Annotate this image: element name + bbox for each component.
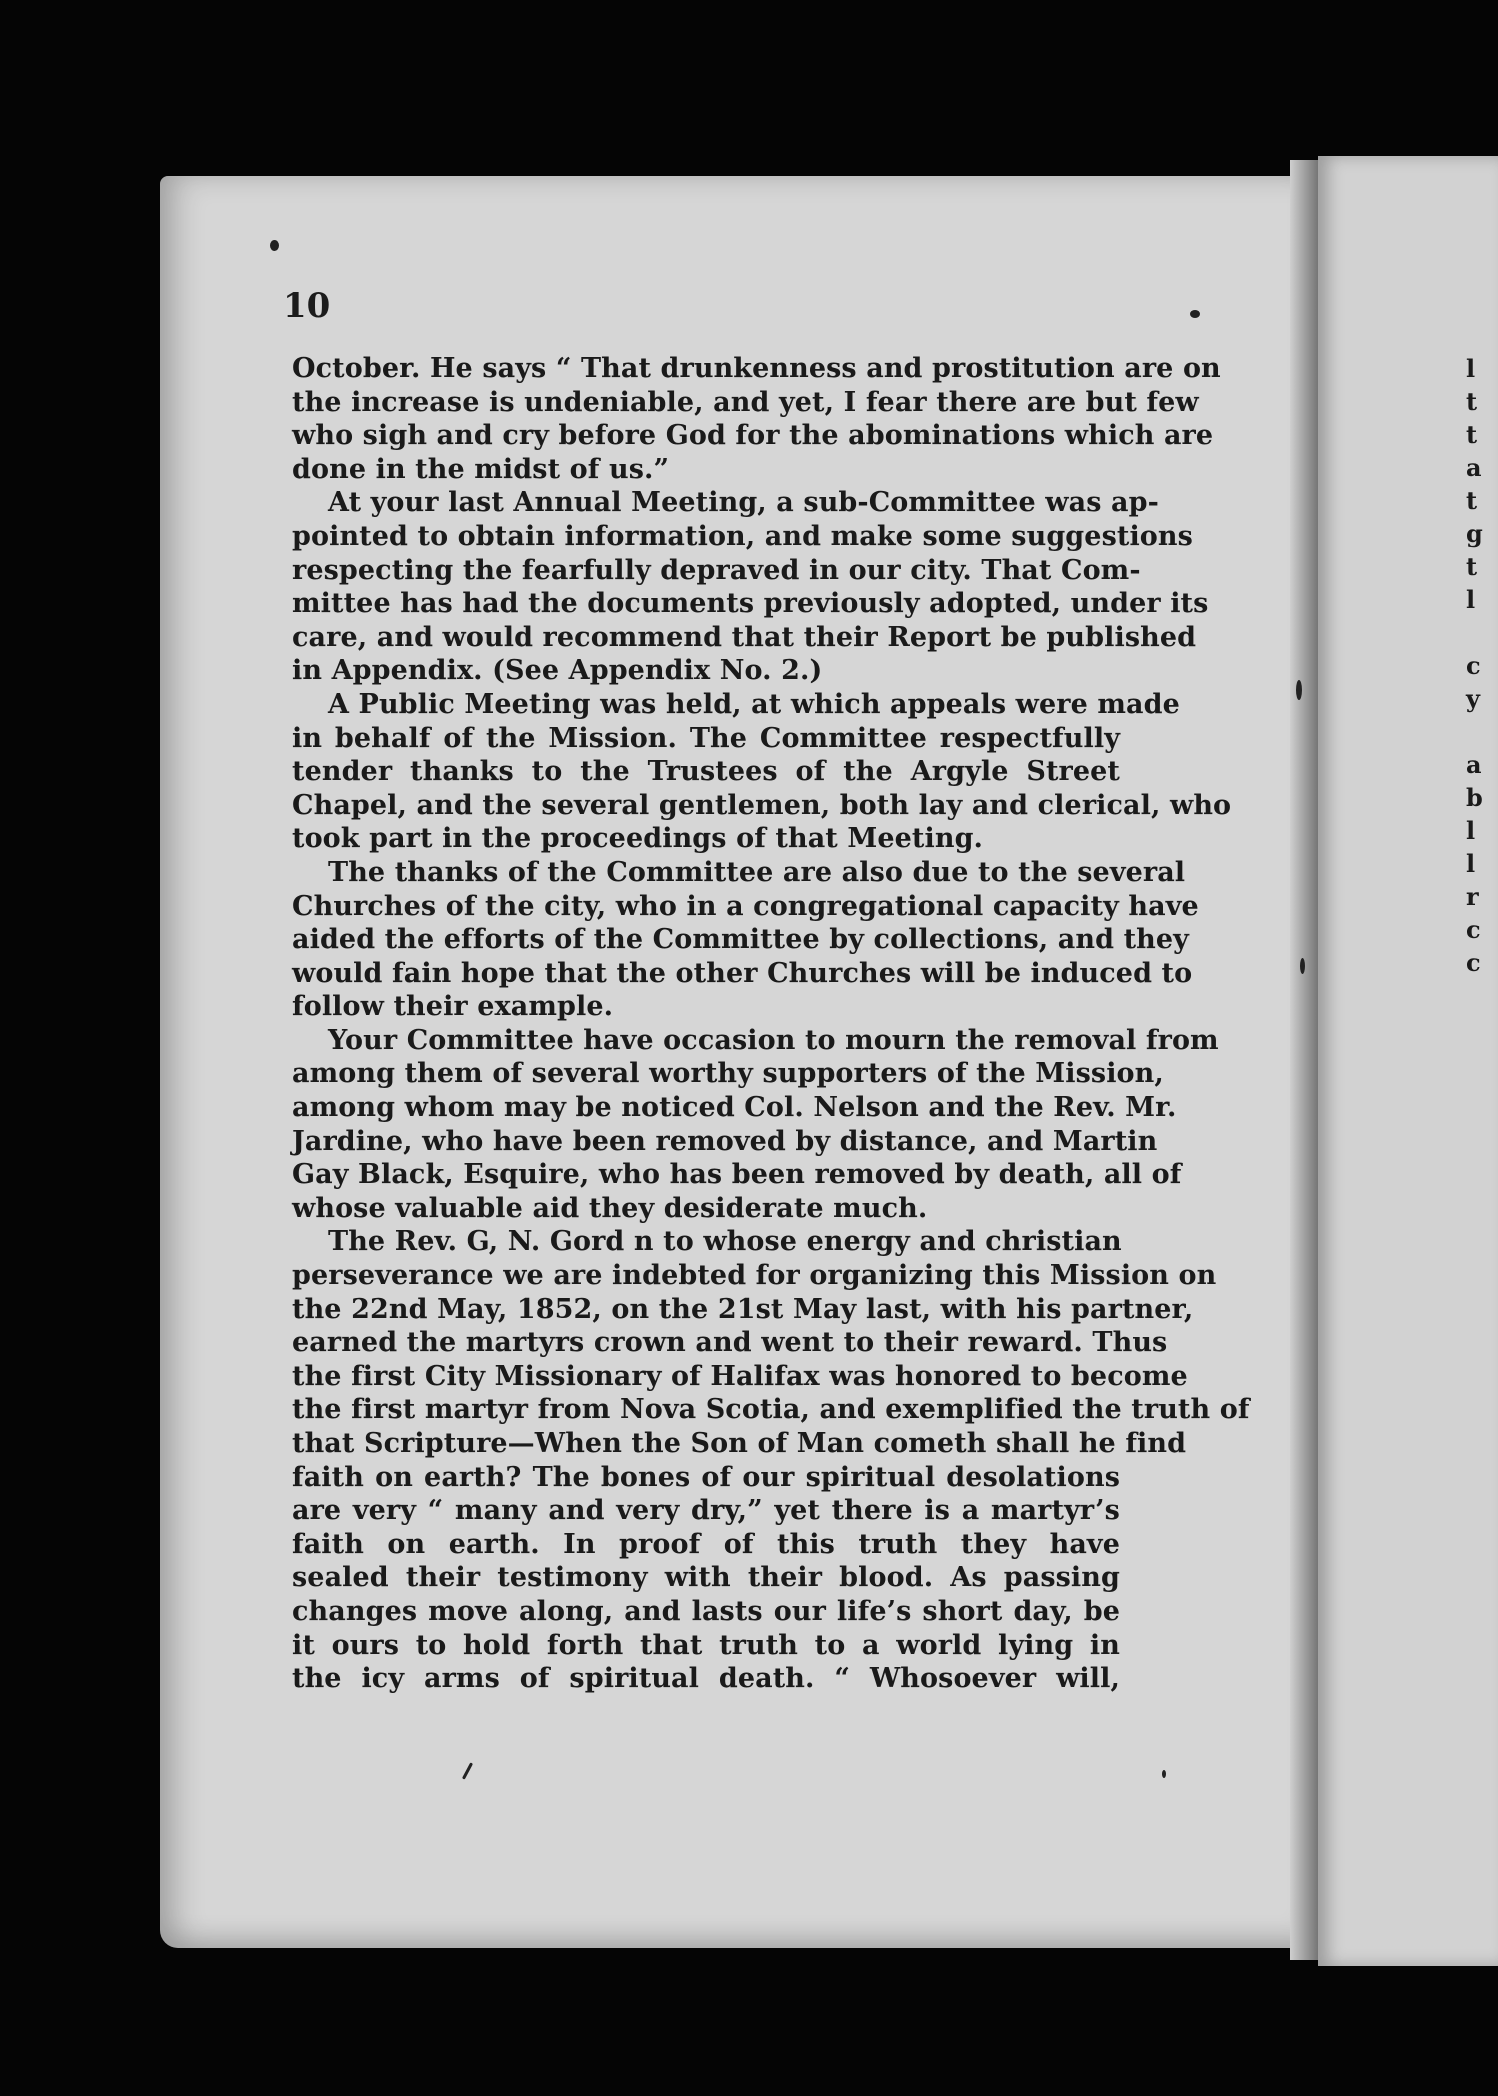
ink-speck xyxy=(1190,310,1200,318)
edge-letter xyxy=(1466,715,1484,748)
edge-letter: t xyxy=(1466,486,1478,515)
edge-letter: c xyxy=(1466,948,1481,977)
ink-speck xyxy=(1296,680,1302,700)
edge-letter: t xyxy=(1466,552,1478,581)
book-gutter xyxy=(1290,160,1320,1960)
text-line: Gay Black, Esquire, who has been removed by death, all of xyxy=(292,1159,1182,1191)
text-line: Chapel, and the several gentlemen, both lay and clerical, who xyxy=(292,789,1232,821)
text-line: aided the efforts of the Committee by collections, and they xyxy=(292,924,1189,956)
edge-letter: a xyxy=(1466,453,1482,482)
text-line: the first martyr from Nova Scotia, and exemplified the truth of xyxy=(292,1394,1250,1426)
edge-letter: y xyxy=(1466,684,1480,713)
text-line: are very “ many and very dry,” yet there is a martyr’s xyxy=(292,1495,1120,1527)
edge-letter: a xyxy=(1466,750,1482,779)
edge-letter: t xyxy=(1466,387,1478,416)
text-line: earned the martyrs crown and went to their reward. Thus xyxy=(292,1327,1168,1359)
text-line: Jardine, who have been removed by distance, and Martin xyxy=(292,1125,1158,1157)
text-line: October. He says “ That drunkenness and prostitution are on xyxy=(292,353,1221,384)
text-line: changes move along, and lasts our life’s short day, be xyxy=(292,1595,1120,1627)
paragraph-start-line: The Rev. G, N. Gord n to whose energy and christian xyxy=(328,1226,1122,1258)
text-line: took part in the proceedings of that Meeting. xyxy=(292,823,984,855)
text-line: would fain hope that the other Churches will be induced to xyxy=(292,957,1193,989)
edge-letter xyxy=(1466,616,1484,649)
ink-speck xyxy=(1162,1770,1166,1778)
paragraph-start-line: At your last Annual Meeting, a sub-Committee was ap- xyxy=(328,487,1159,519)
edge-letter: c xyxy=(1466,915,1481,944)
text-line: sealed their testimony with their blood. As passing xyxy=(292,1562,1120,1594)
page-number: 10 xyxy=(283,286,331,326)
text-line: in behalf of the Mission. The Committee respectfully xyxy=(292,722,1120,754)
edge-letter: g xyxy=(1466,519,1483,548)
text-line: it ours to hold forth that truth to a world lying in xyxy=(292,1629,1120,1661)
edge-letter: c xyxy=(1466,651,1481,680)
text-line: care, and would recommend that their Report be published xyxy=(292,621,1197,653)
text-line: that Scripture—When the Son of Man cometh shall he find xyxy=(292,1428,1187,1459)
paragraph-start-line: The thanks of the Committee are also due to the several xyxy=(328,856,1186,888)
text-line: the increase is undeniable, and yet, I fear there are but few xyxy=(292,386,1199,418)
facing-page-edge-text xyxy=(1466,352,1484,979)
paragraph-start-line: Your Committee have occasion to mourn the removal from xyxy=(328,1024,1219,1056)
text-line: pointed to obtain information, and make some suggestions xyxy=(292,520,1193,552)
text-line: whose valuable aid they desiderate much. xyxy=(292,1192,928,1224)
edge-letter: l xyxy=(1466,849,1476,878)
edge-letter: l xyxy=(1466,816,1476,845)
text-line: faith on earth. In proof of this truth they have xyxy=(292,1528,1120,1560)
text-line: respecting the fearfully depraved in our city. That Com- xyxy=(292,554,1141,586)
edge-letter: l xyxy=(1466,585,1476,614)
text-line: tender thanks to the Trustees of the Argyle Street xyxy=(292,756,1120,788)
text-line: the 22nd May, 1852, on the 21st May last, with his partner, xyxy=(292,1293,1194,1325)
text-line: in Appendix. (See Appendix No. 2.) xyxy=(292,655,823,687)
page-body-text xyxy=(292,352,1250,1696)
text-line: the icy arms of spiritual death. “ Whosoever will, xyxy=(292,1663,1120,1695)
text-line: done in the midst of us.” xyxy=(292,453,670,485)
edge-letter: b xyxy=(1466,783,1483,812)
text-line: perseverance we are indebted for organizing this Mission on xyxy=(292,1260,1217,1292)
text-line: Churches of the city, who in a congregational capacity have xyxy=(292,890,1199,922)
ink-speck xyxy=(1300,958,1305,974)
text-line: among whom may be noticed Col. Nelson and the Rev. Mr. xyxy=(292,1092,1177,1124)
edge-letter: r xyxy=(1466,882,1479,911)
edge-letter: t xyxy=(1466,420,1478,449)
edge-letter: l xyxy=(1466,354,1476,383)
text-line: mittee has had the documents previously adopted, under its xyxy=(292,588,1209,620)
text-line: who sigh and cry before God for the abominations which are xyxy=(292,420,1214,452)
paragraph-start-line: A Public Meeting was held, at which appeals were made xyxy=(328,688,1180,720)
text-line: follow their example. xyxy=(292,991,614,1023)
text-line: the first City Missionary of Halifax was honored to become xyxy=(292,1360,1188,1392)
text-line: among them of several worthy supporters of the Mission, xyxy=(292,1058,1164,1090)
ink-speck xyxy=(270,240,279,251)
text-line: faith on earth? The bones of our spiritual desolations xyxy=(292,1461,1120,1493)
